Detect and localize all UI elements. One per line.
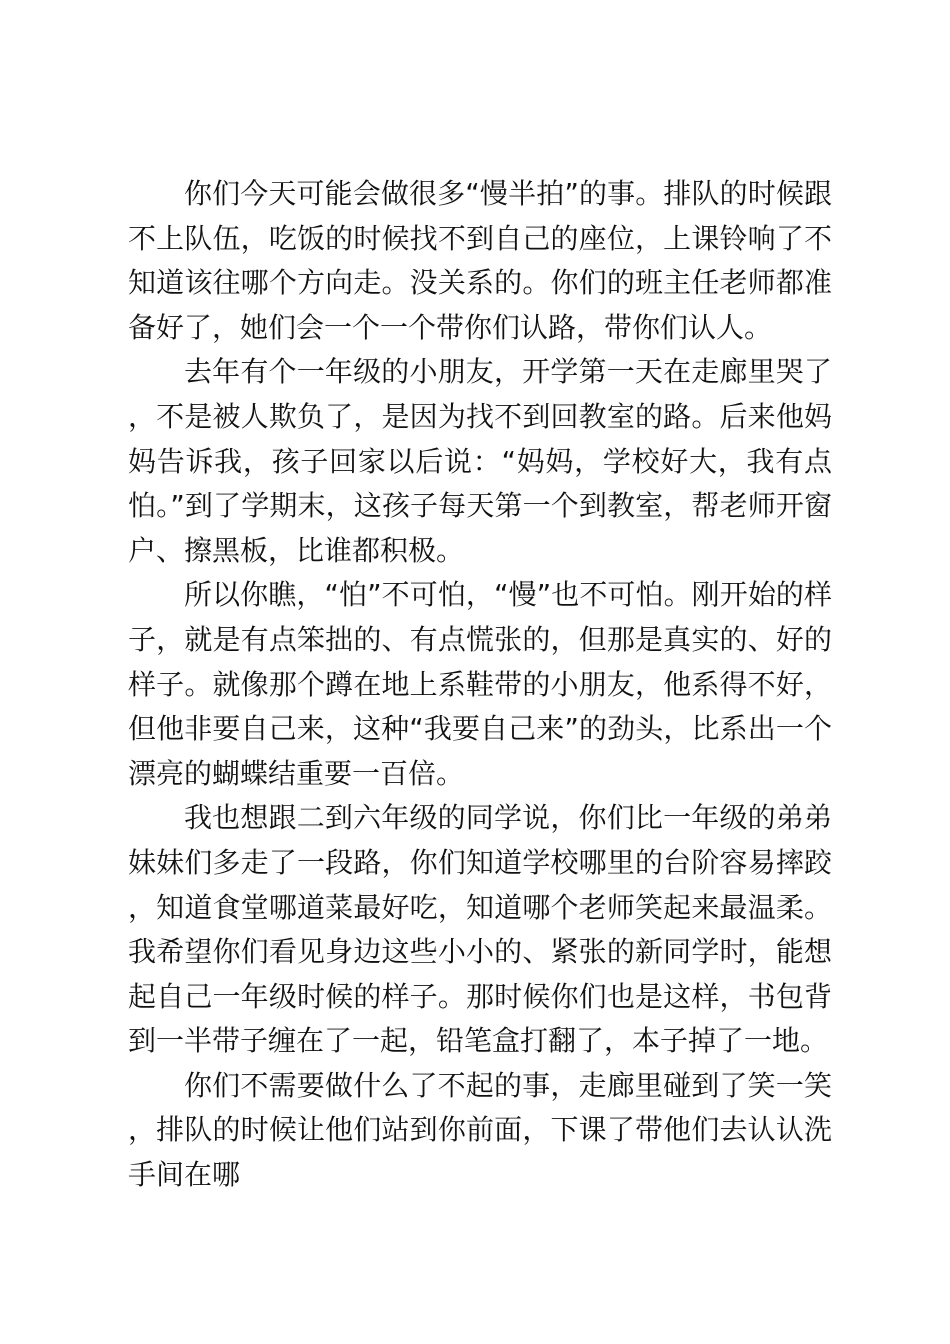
paragraph-5: 你们不需要做什么了不起的事，走廊里碰到了笑一笑，排队的时候让他们站到你前面，下课了带他们去认认洗手间在哪 xyxy=(128,1068,832,1192)
paragraph-3: 所以你瞧，“怕”不可怕，“慢”也不可怕。刚开始的样子，就是有点笨拙的、有点慌张的，但那是真实的、好的样子。就像那个蹲在地上系鞋带的小朋友，他系得不好，但他非要自己来，这种“我要自己来”的劲头，比系出一个漂亮的蝴蝶结重要一百倍。 xyxy=(128,578,832,790)
paragraph-2: 去年有个一年级的小朋友，开学第一天在走廊里哭了，不是被人欺负了，是因为找不到回教室的路。后来他妈妈告诉我，孩子回家以后说：“妈妈，学校好大，我有点怕。”到了学期末，这孩子每天第一个到教室，帮老师开窗户、擦黑板，比谁都积极。 xyxy=(128,355,832,567)
body-text xyxy=(128,172,832,1198)
paragraph-4: 我也想跟二到六年级的同学说，你们比一年级的弟弟妹妹们多走了一段路，你们知道学校哪里的台阶容易摔跤，知道食堂哪道菜最好吃，知道哪个老师笑起来最温柔。我希望你们看见身边这些小小的、紧张的新同学时，能想起自己一年级时候的样子。那时候你们也是这样，书包背到一半带子缠在了一起，铅笔盒打翻了，本子掉了一地。 xyxy=(128,801,832,1058)
paragraph-1: 你们今天可能会做很多“慢半拍”的事。排队的时候跟不上队伍，吃饭的时候找不到自己的座位，上课铃响了不知道该往哪个方向走。没关系的。你们的班主任老师都准备好了，她们会一个一个带你们认路，带你们认人。 xyxy=(128,177,832,344)
